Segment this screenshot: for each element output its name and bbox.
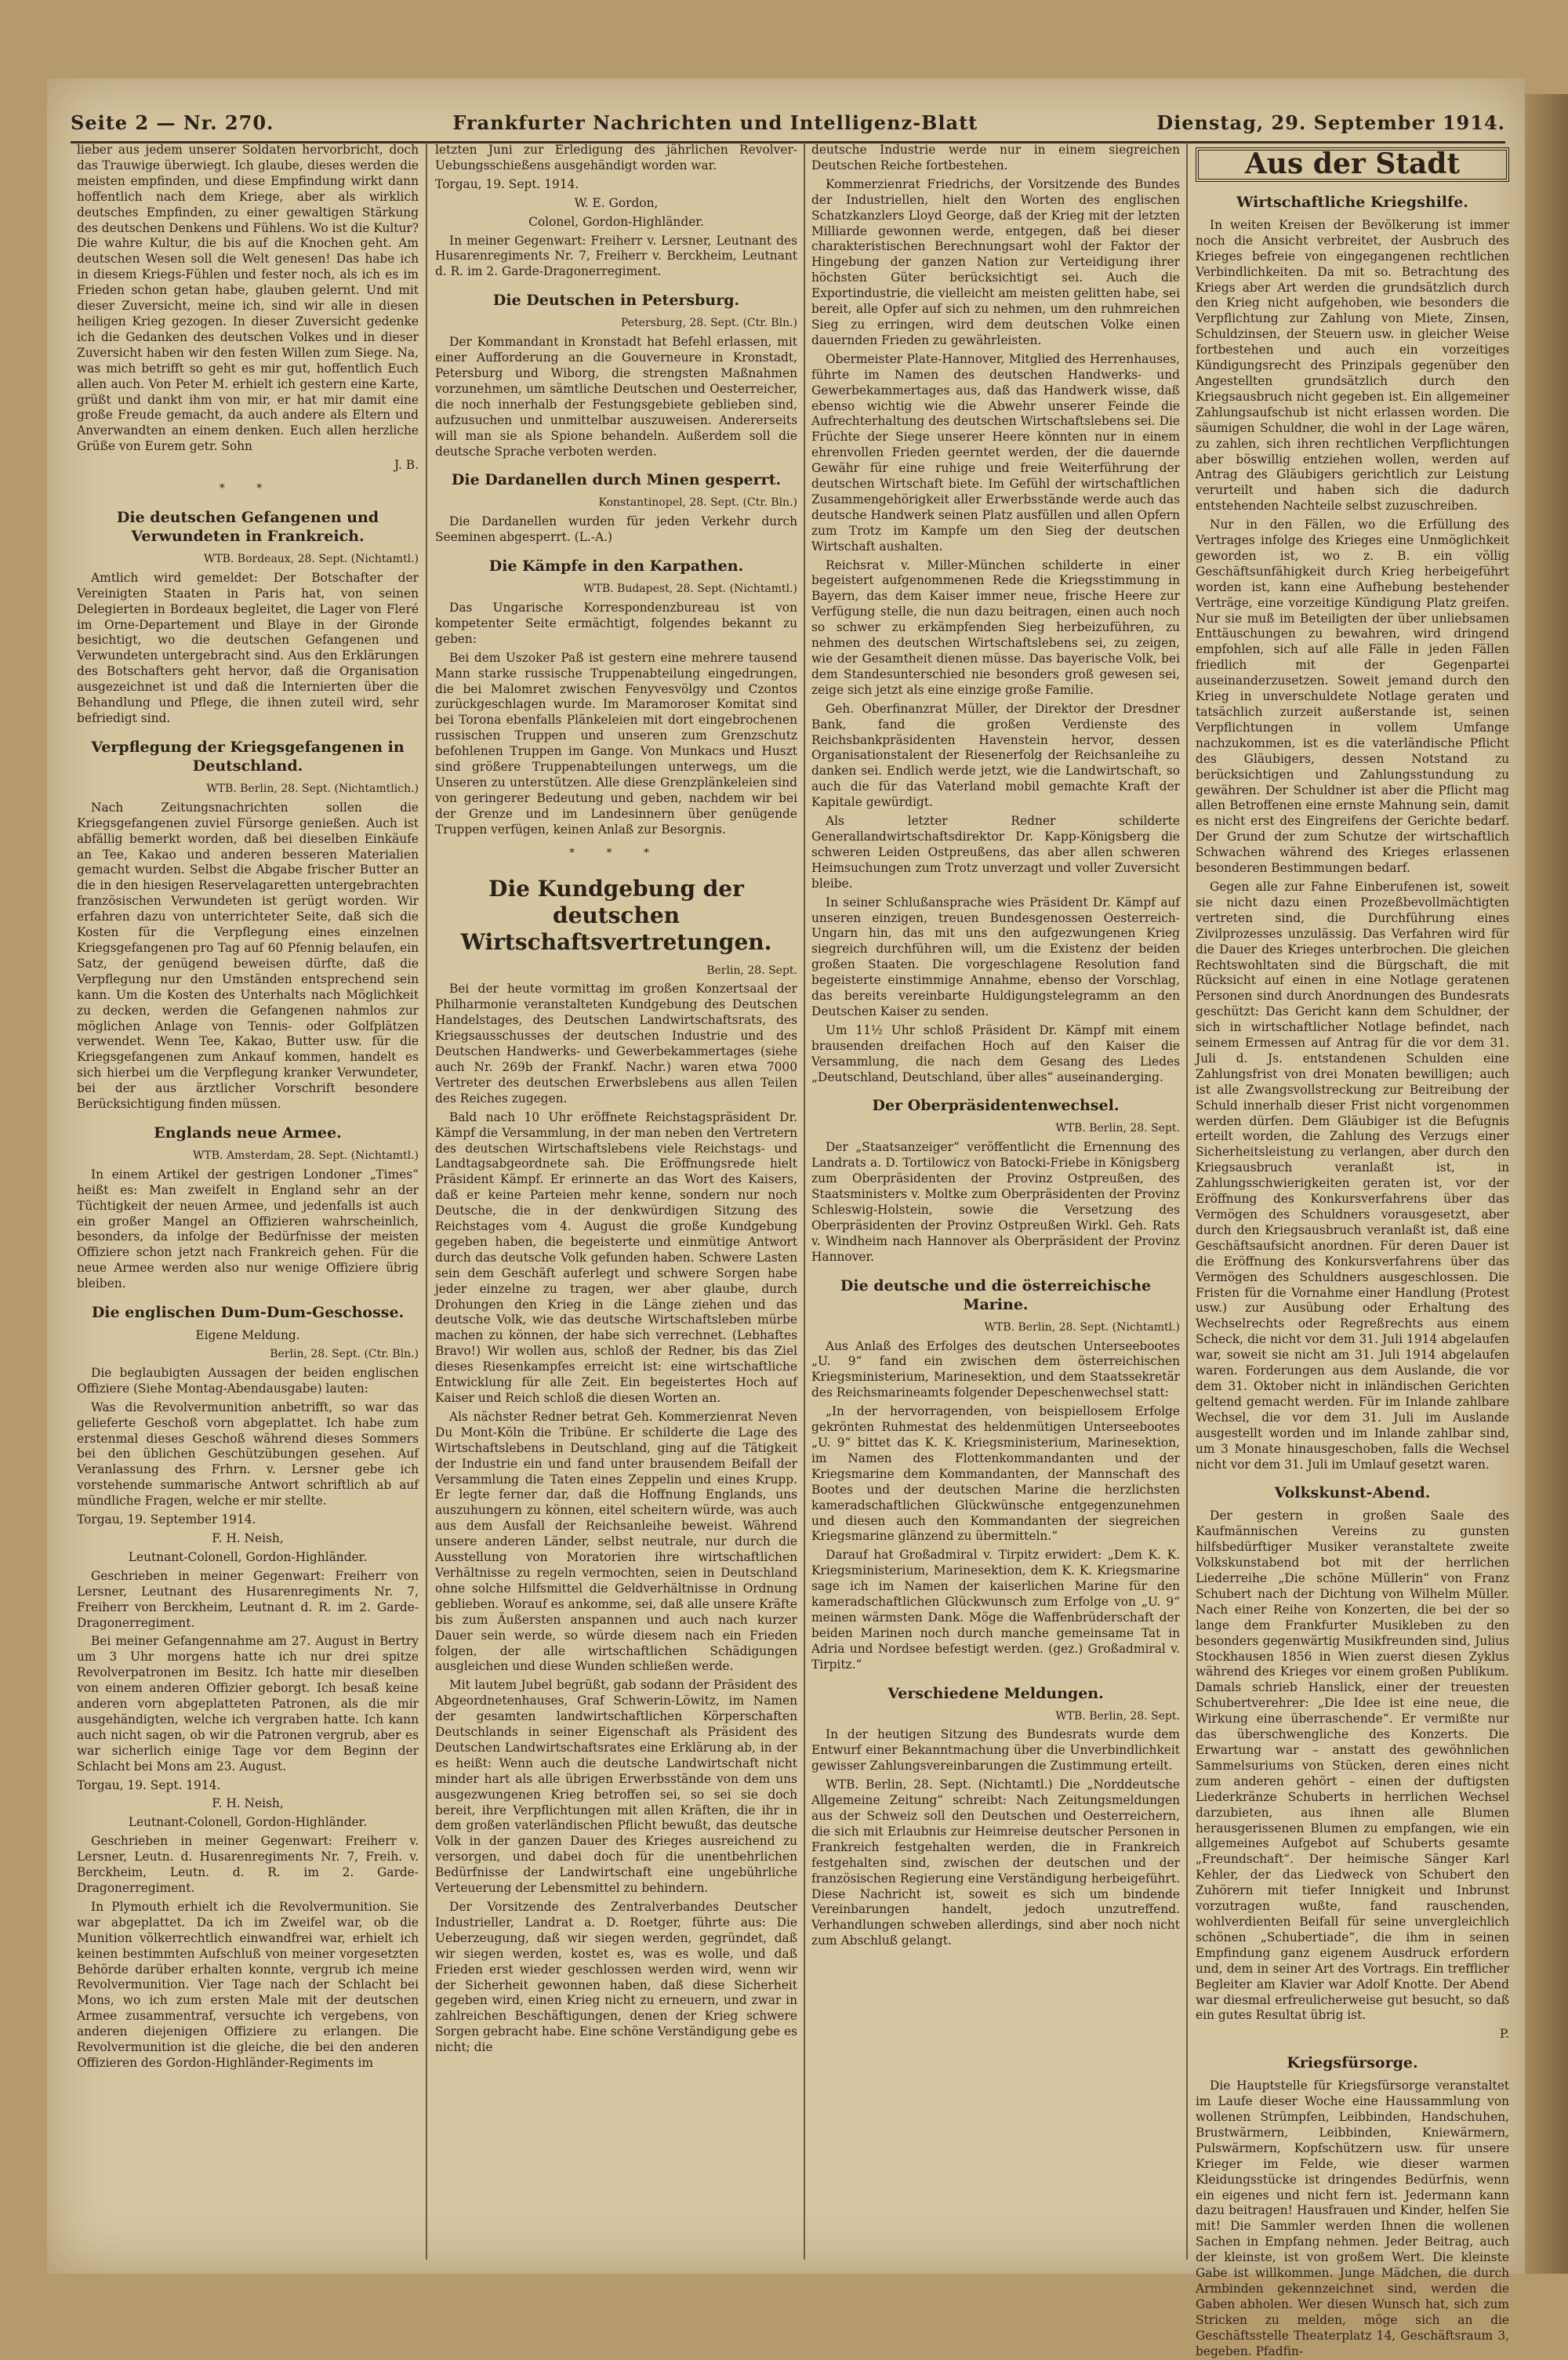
article-text: In Plymouth erhielt ich die Revolvermunition. Sie war abgeplattet. Da ich im Zweifel war, ob die Munition völkerrechtlich einwandfrei war, erhielt ich keinen bestimmten Aufschluß von meiner vorgesetzten Behörde darüber erhalten konnte, vergrub ich meine Revolvermunition. Vier Tage nach der Schlacht bei Mons, wo ich zum ersten Male mit der deutschen Armee zusammentraf, versuchte ich vergebens, von anderen diejenigen Offiziere zu erlangen. Die Revolvermunition ist die gleiche, die bei den anderen Offizieren des Gordon-Highländer-Regiments im: [77, 1899, 419, 2070]
dateline: WTB. Bordeaux, 28. Sept. (Nichtamtl.): [203, 552, 419, 565]
place-date: Torgau, 19. Sept. 1914.: [435, 176, 579, 191]
column-2: [435, 143, 797, 2260]
dateline: Petersburg, 28. Sept. (Ctr. Bln.): [620, 317, 797, 330]
article-text: In der heutigen Sitzung des Bundesrats wurde dem Entwurf einer Bekanntmachung über die Unverbindlichkeit gewisser Zahlungsvereinbarungen die Zustimmung erteilt.: [811, 1727, 1180, 1774]
place-date: Torgau, 19. September 1914.: [77, 1512, 256, 1527]
page-edge: [1525, 94, 1568, 2274]
article-text: Als letzter Redner schilderte Generallandwirtschaftsdirektor Dr. Kapp-Königsberg die schweren Leiden Ostpreußens, das aber allen schweren Heimsuchungen zum Trotz unverzagt und voller Zuversicht bleibe.: [811, 814, 1180, 891]
dateline: Berlin, 28. Sept. (Ctr. Bln.): [270, 1348, 419, 1360]
article-text: Geschrieben in meiner Gegenwart: Freiherr von Lersner, Leutnant des Husarenregiments Nr. 7, Freiherr von Berckheim, Leutnant d. R. im 2. Garde-Dragonerregiment.: [77, 1568, 419, 1630]
signature-rank: Colonel, Gordon-Highländer.: [528, 214, 704, 229]
article-text: Amtlich wird gemeldet: Der Botschafter der Vereinigten Staaten in Paris hat, von seinen Delegierten in Bordeaux begleitet, die Lager von Fleré im Orne-Departement und Blaye in der Gironde besichtigt, wo die deutschen Gefangenen und Verwundeten untergebracht sind. Aus den Erklärungen des Botschafters geht hervor, daß die Organisation ausgezeichnet ist und daß die Internierten über die Behandlung und Pflege, die ihnen zuteil wird, sehr befriedigt sind.: [77, 570, 419, 725]
article-text: Geschrieben in meiner Gegenwart: Freiherr v. Lersner, Leutn. d. Husarenregiments Nr. 7, Freih. v. Berckheim, Leutn. d. R. im 2. Garde-Dragonerregiment.: [77, 1834, 419, 1895]
article-text: Der „Staatsanzeiger“ veröffentlicht die Ernennung des Landrats a. D. Tortilowicz von Batocki-Friebe in Königsberg zum Oberpräsidenten der Provinz Ostpreußen, des Staatsministers v. Moltke zum Oberpräsidenten der Provinz Schleswig-Holstein, sowie die Versetzung des Oberpräsidenten der Provinz Ostpreußen Wirkl. Geh. Rats v. Windheim nach Hannover als Oberpräsident der Provinz Hannover.: [811, 1140, 1180, 1264]
subheadline: Eigene Meldung.: [195, 1328, 300, 1343]
dateline: WTB. Berlin, 28. Sept. (Nichtamtl.): [984, 1320, 1180, 1334]
headline: Die Deutschen in Petersburg.: [492, 292, 740, 310]
signature-rank: Leutnant-Colonell, Gordon-Highländer.: [128, 1815, 368, 1830]
article-text: Als nächster Redner betrat Geh. Kommerzienrat Neven Du Mont-Köln die Tribüne. Er schilderte die Lage des Wirtschaftslebens in Deutschland, ging auf die Tätigkeit der Industrie ein und fand unter brausendem Beifall der Versammlung die Taten eines Zeppelin und eines Krupp. Er legte ferner dar, daß die Hoffnung Englands, uns auszuhungern zu können, eitel scheitern würde, was auch aus dem Ausfall der Reichsanleihe beweist. Während unsere anderen Länder, selbst neutrale, nur durch die Ausstellung von Moratorien ihre wirtschaftlichen Verhältnisse zu regeln vermochten, seien in Deutschland ohne solche Hilfsmittel die Geldverhältnisse in Ordnung geblieben. Worauf es ankomme, sei, daß alle unsere Kräfte bis zum Äußersten anspannen und auch nach kurzer Dauer sein werde, so würde diesem nach ein Frieden folgen, der alle wirtschaftlichen Schädigungen ausgleichen und diese Wunden schließen werde.: [435, 1409, 797, 1674]
dateline: WTB. Budapest, 28. Sept. (Nichtamtl.): [583, 583, 797, 596]
article-text: Der Kommandant in Kronstadt hat Befehl erlassen, mit einer Aufforderung an die Gouverneure in Kronstadt, Petersburg und Wiborg, die strengsten Maßnahmen vorzunehmen, um sämtliche Deutschen und Oesterreicher, die noch innerhalb der Festungsgebiete geblieben sind, aufzusuchen und unmittelbar auszuweisen. Andererseits will man sie als Spione behandeln. Außerdem soll die deutsche Sprache verboten werden.: [435, 335, 797, 459]
signature: F. H. Neish,: [212, 1796, 284, 1811]
article-text: In weiten Kreisen der Bevölkerung ist immer noch die Ansicht verbreitet, der Ausbruch des Krieges befreie von eingegangenen rechtlichen Verbindlichkeiten. Da mit so. Betrachtung des Kriegs aber Art werden die grundsätzlich durch den Krieg nicht aufgehoben, wie besonders die Verpflichtung zur Zahlung von Miete, Zinsen, Schuldzinsen, der Steuern usw. in gleicher Weise fortbestehen und auch ein vorzeitiges Kündigungsrecht des Prinzipals gegenüber den Angestellten grundsätzlich durch den Kriegsausbruch nicht gegeben ist. Ein allgemeiner Zahlungsaufschub ist nicht erlassen worden. Die säumigen Schuldner, die wohl in der Lage wären, zu zahlen, sich ihren rechtlichen Verpflichtungen aber böswillig entziehen wollen, werden auf Antrag des Gläubigers gerichtlich zur Leistung verurteilt und haben sich die dadurch entstehenden Nachteile selbst zuzuschreiben.: [1196, 217, 1509, 514]
column-divider: [1186, 143, 1188, 2260]
headline: Die Dardanellen durch Minen gesperrt.: [451, 471, 782, 489]
signature-rank: Leutnant-Colonell, Gordon-Highländer.: [128, 1549, 368, 1564]
headline: Wirtschaftliche Kriegshilfe.: [1236, 193, 1468, 211]
headline-large: Die Kundgebung der deutschen Wirtschaftsvertretungen.: [460, 875, 772, 955]
article-text: Die Hauptstelle für Kriegsfürsorge veranstaltet im Laufe dieser Woche eine Haussammlung von wollenen Strümpfen, Leibbinden, Handschuhen, Brustwärmern, Leibbinden, Kniewärmern, Pulswärmern, Kopfschützern usw. für unsere Krieger im Felde, wie dieser warmen Kleidungsstücke ist dringendes Bedürfnis, wenn ein eigenes und nicht fern ist. Jedermann kann dazu beitragen! Hausfrauen und Kinder, helfen Sie mit! Die Sammler werden Ihnen die wollenen Sachen in Empfang nehmen. Jeder Beitrag, auch der kleinste, ist von großem Wert. Die kleinste Gabe ist willkommen. Junge Mädchen, die durch Armbinden gekennzeichnet sind, werden die Gaben abholen. Wer diesen Wunsch hat, sich zum Stricken zu melden, möge sich an die Geschäftsstelle Theaterplatz 14, Geschäftsraum 3, begeben. Pfadfin-: [1196, 2079, 1509, 2358]
dateline: WTB. Berlin, 28. Sept.: [1055, 1709, 1180, 1723]
headline: Die deutschen Gefangenen und Verwundeten in Frankreich.: [116, 508, 379, 545]
headline: Der Oberpräsidentenwechsel.: [872, 1097, 1120, 1115]
column-divider: [804, 143, 805, 2260]
article-text: Bald nach 10 Uhr eröffnete Reichstagspräsident Dr. Kämpf die Versammlung, in der man neben den Vertretern des deutschen Wirtschaftslebens viele Reichstags- und Landtagsabgeordnete sah. Die Eröffnungsrede hielt Präsident Kämpf. Er erinnerte an das Wort des Kaisers, daß er keine Parteien mehr kenne, sondern nur noch Deutsche, die in der denkwürdigen Sitzung des Reichstages vom 4. August die große Kundgebung gegeben haben, die begeisterte und einmütige Antwort durch das deutsche Volk gefunden haben. Schwere Lasten sein dem Geschäft auferlegt und schwere Sorgen habe jeder einzelne zu tragen, wer aber glaube, durch Drohungen den Krieg in die Länge ziehen und das deutsche Volk, wie das deutsche Wirtschaftsleben mürbe machen zu können, der habe sich verrechnet. (Lebhaftes Bravo!) Wir wollen aus, schloß der Redner, bis das Ziel dieses Riesenkampfes erreicht ist: eine wirtschaftliche Entwicklung für alle Zeit. Ein begeistertes Hoch auf Kaiser und Reich schloß die diesen Worten an.: [435, 1109, 797, 1405]
column-1: [77, 143, 419, 2260]
header-date: Dienstag, 29. September 1914.: [1156, 111, 1505, 134]
section-title-box: [1196, 147, 1509, 182]
headline: Verschiedene Meldungen.: [887, 1684, 1104, 1702]
article-text: lieber aus jedem unserer Soldaten hervorbricht, doch das Trauwige überwiegt. Ich glaube, dieses werden die meisten empfinden, und diese Empfindung wirkt dann hoffentlich nach dem Kriege, aber als wirklich deutsches Empfinden, zu einer gewaltigen Stärkung des deutschen Denkens und Fühlens. Wo ist die Kultur? Die wahre Kultur, die bis auf die Knochen geht. Am deutschen Wesen soll die Welt genesen! Das habe ich in diesem Kriegs-Fühlen und fester noch, als ich es im Frieden schon getan habe, glauben gelernt. Und mit dieser Zuversicht, meine ich, sind wir alle in diesen heiligen Krieg gezogen. In dieser Zuversicht gedenke ich die Gedanken des deutschen Volkes und in dieser Zuversicht haben wir den festen Willen zum Siege. Na, was mich betrifft so geht es mir gut, hoffentlich Euch allen auch. Von Peter M. erhielt ich gestern eine Karte, grüßt und dankt ihm von mir, er hat mir damit eine große Freude gemacht, da auch andere als Eltern und Anverwandten an einem denken. Euch allen herzliche Grüße von Eurem getr. Sohn: [77, 143, 419, 454]
article-text: In einem Artikel der gestrigen Londoner „Times“ heißt es: Man zweifelt in England sehr an der Tüchtigkeit der neuen Armee, und jedenfalls ist auch ein großer Mangel an Offizieren wahrscheinlich, besonders, da infolge der Bedürfnisse der meisten Offiziere schon jetzt nach Frankreich gehen. Für die neue Armee werden also nur wenige Offiziere übrig bleiben.: [77, 1167, 419, 1291]
headline: Englands neue Armee.: [154, 1124, 342, 1142]
article-text: In seiner Schlußansprache wies Präsident Dr. Kämpf auf unseren einzigen, treuen Bundesgenossen Oesterreich-Ungarn hin, das mit uns den aufgezwungenen Krieg siegreich durchführen will, um die Existenz der beiden großen Staaten. Die vorgeschlagene Resolution fand begeisterte einstimmige Annahme, ebenso der Vorschlag, das bereits vereinbarte Huldigungstelegramm an den Deutschen Kaiser zu senden.: [811, 895, 1180, 1018]
article-text: Kommerzienrat Friedrichs, der Vorsitzende des Bundes der Industriellen, hielt den Worten des englischen Schatzkanzlers Lloyd George, daß der Krieg mit der letzten Milliarde gewonnen werde, entgegen, daß bei dieser charakteristischen Berechnungsart wohl der Faktor der Hingebung der ganzen Nation zur Verteidigung ihrer höchsten Güter berücksichtigt sei. Auch die Exportindustrie, die vielleicht am meisten gelitten habe, sei bereit, alle Opfer auf sich zu nehmen, um den ruhmreichen Sieg zu erringen, wird dem deutschen Volke einen dauernden Frieden zu gewährleisten.: [811, 176, 1180, 347]
headline: Die deutsche und die österreichische Marine.: [840, 1276, 1152, 1313]
column-divider: [426, 143, 427, 2260]
article-text: Bei der heute vormittag im großen Konzertsaal der Philharmonie veranstalteten Kundgebung des Deutschen Handelstages, des Deutschen Landwirtschaftsrats, des Kriegsausschusses der deutschen Industrie und des Deutschen Handwerks- und Gewerbekammertages (siehe auch Nr. 269b der Frankf. Nachr.) waren etwa 7000 Vertreter des deutschen Erwerbslebens aus allen Teilen des Reiches zugegen.: [435, 982, 797, 1106]
article-text: In meiner Gegenwart: Freiherr v. Lersner, Leutnant des Husarenregiments Nr. 7, Freiherr v. Berckheim, Leutnant d. R. im 2. Garde-Dragonerregiment.: [435, 233, 797, 279]
headline: Verpflegung der Kriegsgefangenen in Deutschland.: [91, 738, 405, 775]
article-text: Gegen alle zur Fahne Einberufenen ist, soweit sie nicht dazu einen Prozeßbevollmächtigten vertreten sind, die Durchführung eines Zivilprozesses unzulässig. Das Verfahren wird für die Dauer des Krieges unterbrochen. Die gleichen Rechtswohltaten sind die Bürgschaft, die mit Rücksicht auf einen in eine Notlage geratenen Personen sind durch Anordnungen des Bundesrats geschützt: Das Gericht kann dem Schuldner, der sich in wirtschaftlicher Notlage befindet, nach seinem Ermessen auf Antrag für die vor dem 31. Juli d. Js. entstandenen Schulden eine Zahlungsfrist von drei Monaten bewilligen; auch ist alle Zwangsvollstreckung zur Beitreibung der Schuld innerhalb dieser Frist nicht vorgenommen werden dürfen. Dem Gläubiger ist die Befugnis erteilt worden, die Zahlung des Verzugs einer Sicherheitsleistung zu verlangen, aber durch den Kriegsausbruch veranlaßt ist, in Zahlungsschwierigkeiten geraten ist, vor der Eröffnung des Konkursverfahrens über das Vermögen des Schuldners vorausgesetzt, aber durch den Kriegsausbruch veranlaßt ist, daß eine Geschäftsaufsicht anordnen. Für deren Dauer ist die Eröffnung des Konkursverfahrens über das Vermögen des Schuldners ausgeschlossen. Die Fristen für die Vornahme einer Handlung (Protest usw.) zur Ausübung oder Erhaltung des Wechselrechts oder Regreßrechts aus einem Scheck, die nicht vor dem 31. Juli 1914 abgelaufen war, soweit sie nicht am 31. Juli 1914 abgelaufen waren. Forderungen aus dem Auslande, die vor dem 31. Oktober nicht in inländischen Gerichten geltend gemacht werden. Für im Inlande zahlbare Wechsel, die vor dem 31. Juli im Auslande ausgestellt worden und im Inlande zahlbar sind, um 3 Monate hinausgeschoben, falls die Wechsel nicht vor dem 31. Juli im Umlauf gesetzt waren.: [1196, 879, 1509, 1472]
separator-stars: * * *: [569, 846, 663, 859]
article-text: WTB. Berlin, 28. Sept. (Nichtamtl.) Die „Norddeutsche Allgemeine Zeitung“ schreibt: Nach Zeitungsmeldungen aus der Schweiz soll den Deutschen und Oesterreichern, die sich mit Erlaubnis zur Heimreise deutscher Personen in Frankreich festgehalten werden, die in Frankreich festgehalten sind, zwischen der deutschen und der französischen Regierung eine Verständigung herbeigeführt. Diese Nachricht ist, soweit es sich um bindende Vereinbarungen handelt, jedoch unzutreffend. Verhandlungen schweben allerdings, sind aber noch nicht zum Abschluß gelangt.: [811, 1777, 1180, 1948]
article-text: Der Vorsitzende des Zentralverbandes Deutscher Industrieller, Landrat a. D. Roetger, führte aus: Die Ueberzeugung, daß wir siegen werden, gegründet, daß wir siegen werden, kostet es, was es wolle, und daß Frieden erst wieder geschlossen werden wird, wenn wir der Sicherheit gewonnen haben, daß diese Sicherheit gegeben wird, einen Krieg nicht zu erneuern, und zwar in zahlreichen Beschäftigungen, denen der Krieg schwere Sorgen gebracht habe. Eine schöne Verständigung gebe es nicht; die: [435, 1900, 797, 2055]
headline: Kriegsfürsorge.: [1287, 2054, 1418, 2072]
place-date: Torgau, 19. Sept. 1914.: [77, 1777, 221, 1792]
dateline: Konstantinopel, 28. Sept. (Ctr. Bln.): [598, 496, 797, 510]
article-text: Die Dardanellen wurden für jeden Verkehr durch Seeminen abgesperrt. (L.-A.): [435, 514, 797, 545]
article-text: Geh. Oberfinanzrat Müller, der Direktor der Dresdner Bank, fand die großen Verdienste des Reichsbankpräsidenten Havenstein hervor, dessen Organisationstalent der Riesenerfolg der Reichsanleihe zu danken sei. Endlich werde jetzt, wie die Landwirtschaft, so auch die für das Vaterland mobil gemachte Kraft der Kapitale gewürdigt.: [811, 701, 1180, 810]
signature: P.: [1499, 2027, 1509, 2042]
column-4: [1196, 143, 1509, 2358]
headline: Die Kämpfe in den Karpathen.: [488, 557, 744, 575]
signature: J. B.: [394, 458, 419, 473]
header-masthead: Frankfurter Nachrichten und Intelligenz-Blatt: [452, 111, 978, 134]
separator-stars: * *: [219, 482, 277, 496]
header-page-number: Seite 2 — Nr. 270.: [71, 111, 274, 134]
article-text: Reichsrat v. Miller-München schilderte in einer begeistert aufgenommenen Rede die Kriegsstimmung in Bayern, das dem Kaiser immer neue, frische Heere zur Verfügung stelle, die nun dazu beitragen, einen auch noch so schwer zu erkämpfenden Sieg herbeizuführen, zu nehmen des deutschen Wirtschaftslebens sei, zu zeigen, wie der Gesamtheit dienen müsse. Das bayerische Volk, bei dem Standesunterschied nie besonders groß gewesen sei, zeige sich jetzt als eine einzige große Familie.: [811, 557, 1180, 697]
article-text: Das Ungarische Korrespondenzbureau ist von kompetenter Seite ermächtigt, folgendes bekannt zu geben:: [435, 601, 797, 646]
article-text: Darauf hat Großadmiral v. Tirpitz erwidert: „Dem K. K. Kriegsministerium, Marinesektion, dem K. K. Kriegsmarine sage ich im Namen der kaiserlichen Marine für den kameradschaftlichen Glückwunsch zum Erfolge von „U. 9“ meinen wärmsten Dank. Möge die Waffenbrüderschaft der beiden Marinen noch durch manche gemeinsame Tat in Adria und Nordsee befestigt werden. (gez.) Großadmiral v. Tirpitz.“: [811, 1548, 1180, 1672]
article-text: Bei meiner Gefangennahme am 27. August in Bertry um 3 Uhr morgens hatte ich nur drei spitze Revolverpatronen im Besitz. Ich hatte mir dieselben von einem anderen Offizier geborgt. Ich besaß keine anderen vorn abgeplatteten Patronen, als die mir ausgehändigten, welche ich vergraben hatte. Ich kann auch nicht sagen, ob wir die Patronen vergrub, aber es war sicherlich einige Tage vor dem Beginn der Schlacht bei Mons am 23. August.: [77, 1634, 419, 1774]
article-text: Mit lautem Jubel begrüßt, gab sodann der Präsident des Abgeordnetenhauses, Graf Schwerin-Löwitz, im Namen der gesamten landwirtschaftlichen Körperschaften Deutschlands in seiner Eigenschaft als Präsident des Deutschen Landwirtschaftsrates eine Erklärung ab, in der es heißt: Wenn auch die deutsche Landwirtschaft nicht minder hart als alle übrigen Erwerbsstände von dem uns ausgezwungenen Krieg betroffen sei, so sei sie doch bereit, ihre Verpflichtungen mit allen Kräften, die ihr in dem großen vaterländischen Pflicht bewußt, das deutsche Volk in der ganzen Dauer des Krieges ausreichend zu versorgen, und dabei doch für die unentbehrlichen Bedürfnisse der Landwirtschaft eine ungebührliche Verteuerung der Lebensmittel zu behindern.: [435, 1678, 797, 1896]
article-text: Der gestern in großen Saale des Kaufmännischen Vereins zu gunsten hilfsbedürftiger Musiker veranstaltete zweite Volkskunstabend bot mit der herrlichen Liederreihe „Die schöne Müllerin“ von Franz Schubert nach der Dichtung von Wilhelm Müller. Nach einer Reihe von Konzerten, die bei der so lange dem Frankfurter Musikleben zu den besonders gegenwärtig Musikfreunden sind, Julius Stockhausen 1856 in Wien zuerst diesen Zyklus während des Krieges vor einem großen Publikum. Damals schrieb Hanslick, einer der treuesten Schubertverehrer: „Die Idee ist eine neue, die Wirkung eine überraschende“. Er vermißte nur das überschwengliche des Konzerts. Die Erwartung war – anstatt des gewöhnlichen Sammelsuriums von Stücken, deren eines nicht zum anderen gehört – einen der duftigsten Liederkränze Schuberts in herrlichen Wechsel darzubieten, aus ihnen alle Blumen herausgerissenen Blumen zu empfangen, wie ein allgemeines Aufgebot auf Schuberts gesamte „Freundschaft“. Der heimische Sänger Karl Kehler, der das Liedweck von Schubert den Zuhörern mit tiefer Innigkeit und Inbrunst vorzutragen wußte, fand rauschenden, wohlverdienten Beifall für seine unvergleichlich schönen „Schubertiade“, die ihm in seinen Empfindung ganz eigenem Ausdruck erfordern und, dem in seiner Art des Vortrags. Ein trefflicher Begleiter am Klavier war Adolf Knotte. Der Abend war diesmal erfreulicherweise gut besucht, so daß ein gutes Resultat übrig ist.: [1196, 1509, 1509, 2023]
article-text: deutsche Industrie werde nur in einem siegreichen Deutschen Reiche fortbestehen.: [811, 143, 1180, 172]
page-header: [71, 108, 1505, 143]
article-text: Was die Revolvermunition anbetrifft, so war das gelieferte Geschoß vorn abgeplattet. Ich habe zum erstenmal dieses Geschoß während dieses Sommers bei den üblichen Geschützübungen gesehen. Auf Veranlassung des Frhrn. v. Lersner gebe ich vorstehende summarische Antwort schriftlich ab auf mündliche Fragen, welche er mir stellte.: [77, 1400, 419, 1509]
article-text: „In der hervorragenden, von beispiellosem Erfolge gekrönten Ruhmestat des heldenmütigen Unterseebootes „U. 9“ bittet das K. K. Kriegsministerium, Marinesektion, im Namen des Flottenkommandanten und der Kriegsmarine dem Kommandanten, der Mannschaft des Bootes und der deutschen Marine die herzlichsten kameradschaftlichen Glückwünsche entgegenzunehmen und diesen auch den Kommandanten der siegreichen Kriegsmarine glänzend zu übermitteln.“: [811, 1404, 1180, 1544]
column-3: [811, 143, 1180, 2260]
article-text: Nach Zeitungsnachrichten sollen die Kriegsgefangenen zuviel Fürsorge genießen. Auch ist abfällig bemerkt worden, daß bei dieselben Einkäufe an Tee, Kakao und anderen besseren Materialien gemacht wurden. Selbst die Abgabe frischer Butter an die in den hiesigen Reservelagaretten untergebrachten französischen Verwundeten ist gerügt worden. Wir erfahren dazu von unterrichteter Seite, daß sich die Kosten für die Verpflegung eines einzelnen Kriegsgefangenen pro Tag auf 60 Pfennig belaufen, ein Satz, der genügend beweisen dürfte, daß die Verpflegung nur den Umständen entsprechend sein kann. Um die Kosten des Unterhalts nach Möglichkeit zu decken, werden die Gefangenen nahmlos zur möglichen Anlage von Tennis- oder Golfplätzen verwendet. Wenn Tee, Kakao, Butter usw. für die Kriegsgefangenen zum Ankauf kommen, handelt es sich hierbei um die Verpflegung kranker Verwundeter, bei der aus ärztlicher Vorschrift besondere Berücksichtigung finden müssen.: [77, 800, 419, 1112]
article-text: Die beglaubigten Aussagen der beiden englischen Offiziere (Siehe Montag-Abendausgabe) lauten:: [77, 1365, 419, 1396]
headline: Volkskunst-Abend.: [1274, 1484, 1431, 1502]
article-text: Um 11½ Uhr schloß Präsident Dr. Kämpf mit einem brausenden dreifachen Hoch auf den Kaiser die Versammlung, die nach dem Gesang des Liedes „Deutschland, Deutschland, über alles“ auseinanderging.: [811, 1022, 1180, 1084]
article-text: Nur in den Fällen, wo die Erfüllung des Vertrages infolge des Krieges eine Unmöglichkeit geworden ist, wo z. B. ein völlig Geschäftsunfähigkeit durch Krieg herbeigeführt worden ist, kann eine Aufhebung bestehender Verträge, eine vorzeitige Kündigung Platz greifen. Nur sie muß im Beteiligten der über unliebsamen Enttäuschungen zu bewahren, wird dringend empfohlen, sich auf alle Fälle in jeden Fällen friedlich mit der Gegenpartei auseinanderzusetzen. Soweit jemand durch den Krieg in unverschuldete Notlage geraten und tatsächlich zurzeit außerstande ist, seinen Verpflichtungen in vollem Umfange nachzukommen, ist es die vaterländische Pflicht des Gläubigers, dessen Notstand zu berücksichtigen und Zahlungsstundung zu gewähren. Der Schuldner ist aber die Pflicht mag allen Betroffenen eine ernste Mahnung sein, damit es nicht erst des Eingreifens der Gerichte bedarf. Der Grund der zum Schutze der wirtschaftlich Schwachen während des Krieges erlassenen besonderen Bestimmungen bedarf.: [1196, 517, 1509, 876]
article-text: letzten Juni zur Erledigung des jährlichen Revolver-Uebungsschießens ausgehändigt worden war.: [435, 143, 797, 172]
article-text: Obermeister Plate-Hannover, Mitglied des Herrenhauses, führte im Namen des deutschen Handwerks- und Gewerbekammertages aus, daß das Handwerk wisse, daß ebenso wichtig wie die Abwehr unserer Feinde die Aufrechterhaltung des deutschen Wirtschaftslebens sei. Die Früchte der Siege unserer Heere könnten nur in einem ehrenvollen Frieden geerntet werden, der die dauernde Gewähr für eine ruhige und freie Weiterführung der deutschen Wirtschaft biete. Im Gefühl der wirtschaftlichen Zusammengehörigkeit aller Erwerbsstände werde auch das deutsche Handwerk seinen Platz ausfüllen und allen Opfern zum Trotz im Kampfe um den Sieg der deutschen Wirtschaft aushalten.: [811, 351, 1180, 554]
article-text: Aus Anlaß des Erfolges des deutschen Unterseebootes „U. 9“ fand ein zwischen dem österreichischen Kriegsministerium, Marinesektion, und dem Staatssekretär des Reichsmarineamts folgender Depeschenwechsel statt:: [811, 1338, 1180, 1400]
headline: Die englischen Dum-Dum-Geschosse.: [91, 1304, 405, 1322]
dateline: WTB. Amsterdam, 28. Sept. (Nichtamtl.): [193, 1149, 419, 1162]
section-title: Aus der Stadt: [1244, 147, 1461, 180]
signature: W. E. Gordon,: [574, 195, 659, 210]
signature: F. H. Neish,: [212, 1530, 284, 1545]
dateline: WTB. Berlin, 28. Sept. (Nichtamtlich.): [206, 782, 419, 795]
article-text: Bei dem Uszoker Paß ist gestern eine mehrere tausend Mann starke russische Truppenabteilung eingedrungen, die bei Malomret zwischen Fenyvesvölgy und Czontos zurückgeschlagen wurde. Im Maramoroser Komitat sind bei Torona ebenfalls Plänkeleien mit dort eingebrochenen russischen Truppen und unseren zum Grenzschutz befohlenen Truppen im Gange. Von Munkacs und Huszt sind größere Truppenabteilungen unterwegs, um die Unseren zu unterstützen. Alle diese Grenzplänkeleien sind von geringerer Bedeutung und geben, nachdem wir bei der Grenze und im Landesinnern über genügende Truppen verfügen, keinen Anlaß zur Besorgnis.: [435, 650, 797, 837]
dateline: Berlin, 28. Sept.: [706, 964, 797, 977]
dateline: WTB. Berlin, 28. Sept.: [1055, 1122, 1180, 1135]
